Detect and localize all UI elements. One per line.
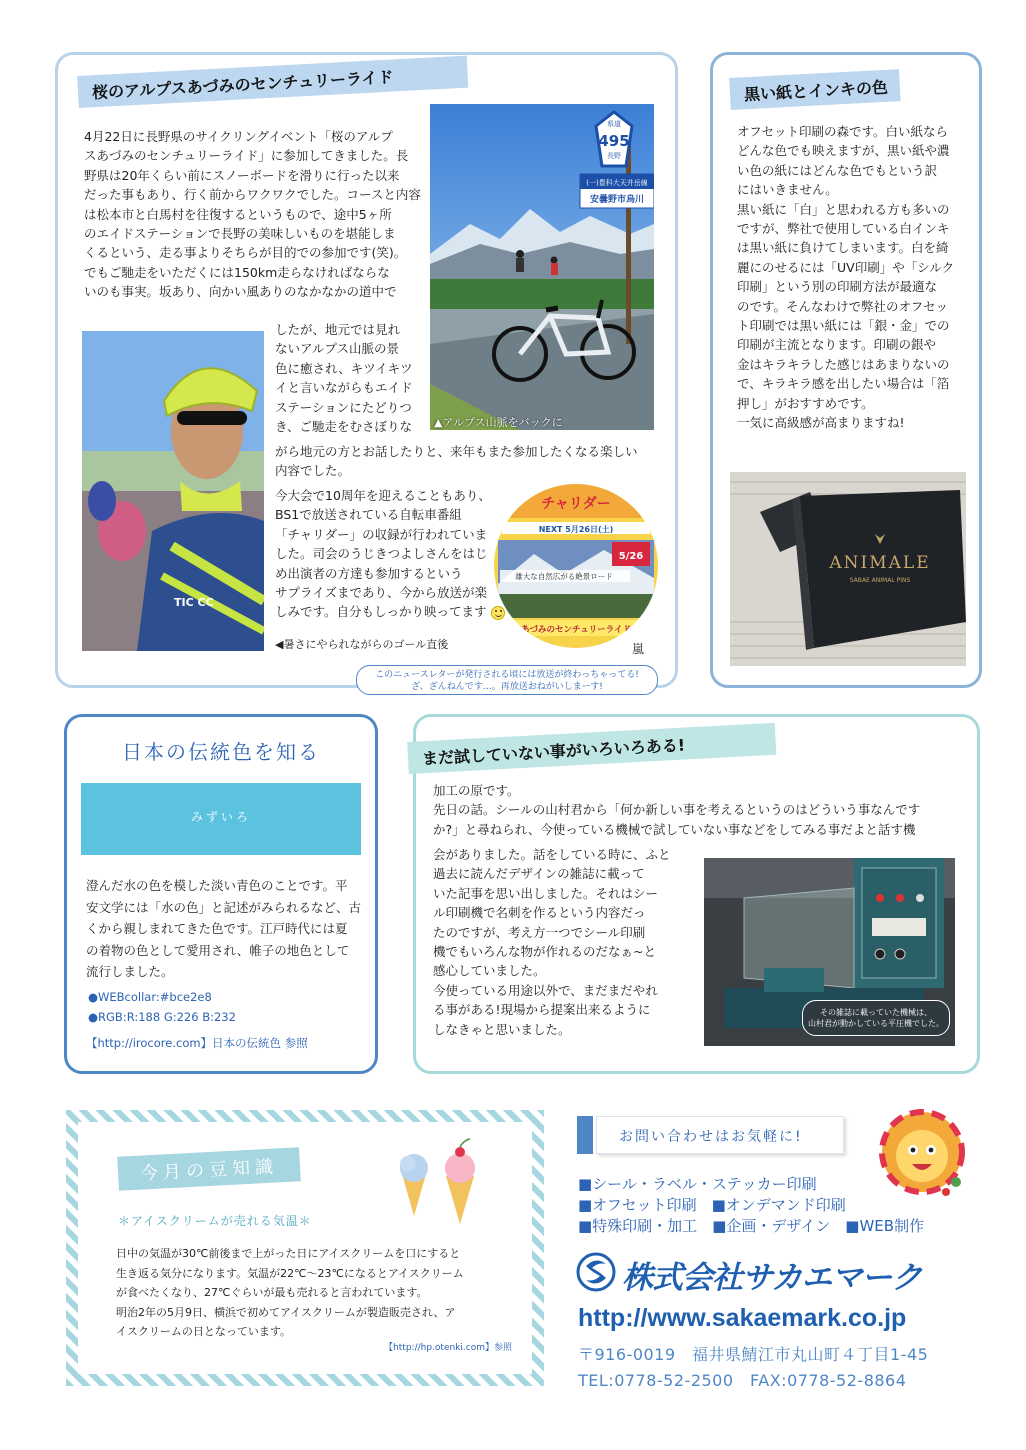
box-brand-text: ANIMALE <box>829 553 931 573</box>
company-logo-icon <box>576 1252 616 1292</box>
smiley-icon <box>491 606 505 620</box>
trivia-box <box>66 1110 544 1386</box>
tv-next: NEXT 5月26日(土) <box>538 525 614 534</box>
tv-date: 5/26 <box>618 551 644 562</box>
alps-road-illustration <box>430 104 654 430</box>
trivia-text: 日中の気温が30℃前後まで上がった日にアイスクリームを口にすると 生き返る気分になります。気温が22℃～23℃になるとアイスクリーム が食べたくなり、27℃ぐらいが最も売れると言われています。 明治2年の5月9日、横浜で初めてアイスクリームが製造販売され、ア イスクリームの日となっています。 <box>116 1247 464 1339</box>
article-cycling-text-wide: がら地元の方とお話したりと、来年もまた参加したくなる楽しい 内容でした。 <box>275 444 638 479</box>
company-address: 〒916-0019 福井県鯖江市丸山町４丁目1-45 <box>578 1345 929 1364</box>
company-phone-fax: TEL:0778-52-2500 FAX:0778-52-8864 <box>578 1371 907 1390</box>
article-cycling-text-top: 4月22日に長野県のサイクリングイベント「桜のアルプ スあづみのセンチュリーライド」に参加してきました。長 野県は20年くらい前にスノーボードを滑りに行った以来 だった事もあり、行く前からワクワクでした。コースと内容 は松本市と白馬村を往復するというもので、途中5ヶ所 のエイドステーションで長野の美味しいものを堪能しま くるという、走る事よりそちらが目的での参加です(笑)。 でもご馳走をいただくには150km走らなければならな いのも事実。坂あり、向かい風ありのなかなかの道中で <box>84 129 421 300</box>
caption-mountain: ▲アルプス山脈をバックに <box>434 416 563 429</box>
sign-board-line1: (一)豊科大天井岳線 <box>586 179 648 187</box>
photo-press-machine <box>704 858 955 1046</box>
tv-subtitle: 雄大な自然広がる絶景ロード <box>515 572 613 581</box>
photo-cyclist <box>82 331 264 651</box>
cyclist-illustration <box>82 331 264 651</box>
services-line-1: ■シール・ラベル・ステッカー印刷 <box>578 1175 817 1193</box>
jersey-text: TIC CC <box>174 596 214 609</box>
company-name: 株式会社サカエマーク <box>622 1260 922 1296</box>
article-traditional-color-text: 澄んだ水の色を模した淡い青色のことです。平 安文学には「水の色」と記述がみられるなど、古 くから親しまれてきた色です。江戸時代には夏 の着物の色として愛用され、帷子の地色として 流行しました。 <box>86 878 362 979</box>
trivia-source: 【http://hp.otenki.com】参照 <box>384 1343 512 1353</box>
contact-marker <box>577 1116 593 1154</box>
color-swatch-name: みずいろ <box>190 810 251 824</box>
services-line-2: ■オフセット印刷 ■オンデマンド印刷 <box>578 1196 846 1214</box>
tv-bottom: あづみのセンチュリーライド <box>521 625 631 635</box>
article-cycling-text-bottom: 今大会で10周年を迎えることもあり、 BS1で放送されている自転車番組 「チャリダー」の収録が行われていま した。司会のうじきつよしさんをはじ め出演者の方達も参加するという サプライズまであり、今から放送が楽 しみです。自分もしっかり映ってます <box>275 486 505 622</box>
speech-bubble-machine: その雑誌に載っていた機械は、 山村君が動かしている平圧機でした。 <box>802 1000 950 1036</box>
contact-banner: お問い合わせはお気軽に! <box>596 1116 844 1154</box>
article-traditional-color-title: 日本の伝統色を知る <box>122 740 320 764</box>
tv-program-illustration <box>494 484 658 648</box>
article-cycling-text-mid: したが、地元では見れ ないアルプス山脈の景 色に癒され、キツイキツ イと言いながらもエイド ステーションにたどりつ き、ご馳走をむさぼりな <box>275 322 413 435</box>
color-rgb-value: ●RGB:R:188 G:226 B:232 <box>88 1010 236 1024</box>
photo-animale-box <box>730 472 966 666</box>
color-source: 【http://irocore.com】日本の伝統色 参照 <box>86 1036 308 1050</box>
company-logo <box>576 1252 976 1294</box>
photo-tv-program <box>494 484 658 648</box>
company-url[interactable]: http://www.sakaemark.co.jp <box>578 1304 907 1332</box>
sign-route-number: 495 <box>598 132 630 150</box>
article-cycling-title: 桜のアルプスあづみのセンチュリーライド <box>77 56 468 108</box>
article-cycling-author: 嵐 <box>632 642 645 656</box>
photo-alps-road <box>430 104 654 430</box>
article-processing-text-full: 加工の原です。 先日の話。シールの山村君から「何か新しい事を考えるというのはどういう事なんです か?」と尋ねられ、今使っている機械で試していない事などをしてみる事だよと話す機 <box>433 783 921 837</box>
article-black-paper-text: オフセット印刷の森です。白い紙なら どんな色でも映えますが、黒い紙や濃 い色の紙にはどんな色でもという訳 にはいきません。 黒い紙に「白」と思われる方も多いの ですが、弊社で使用している白インキ は黒い紙に負けてしまいます。白を綺 麗にのせるには「UV印刷」や「シルク 印刷」という別の印刷方法が最適な のです。そんなわけで弊社のオフセッ ト印刷では黒い紙には「銀・金」での 印刷が主流となります。印刷の銀や 金はキラキラした感じはあまりないの で、キラキラ感を出したい場合は「箔 押し」がおすすめです。 一気に高級感が高まりますね! <box>737 124 955 431</box>
sign-pref-text: 県道 <box>607 120 621 128</box>
sign-board-line2: 安曇野市烏川 <box>589 195 645 205</box>
services-list <box>578 1174 924 1237</box>
speech-bubble-rebroadcast: このニュースレターが発行される頃には放送が終わっちゃってる! ざ、ざんねんです…。再放送おねがいしまーす! <box>356 665 658 695</box>
ice-cream-icon <box>384 1136 494 1226</box>
services-line-3: ■特殊印刷・加工 ■企画・デザイン ■WEB制作 <box>578 1217 925 1235</box>
box-sub-text: SABAE ANIMAL PINS <box>849 577 911 584</box>
tv-title: チャリダー <box>541 496 611 512</box>
trivia-subtitle: ＊アイスクリームが売れる気温＊ <box>118 1214 312 1228</box>
trivia-title: 今月の豆知識 <box>117 1147 301 1190</box>
animale-box-illustration <box>730 472 966 666</box>
sign-place-text: 長野 <box>607 152 621 160</box>
caption-goal: ◀暑さにやられながらのゴール直後 <box>275 638 449 651</box>
article-processing-title: まだ試していない事がいろいろある! <box>407 723 776 774</box>
color-web-value: ●WEBcollar:#bce2e8 <box>88 990 212 1004</box>
article-processing-text-narrow: 会がありました。話をしている時に、ふと 過去に読んだデザインの雑誌に載って いた記事を思い出しました。それはシー ル印刷機で名刺を作るという内容だっ たのですが、考え方一つでシール印刷 機でもいろんな物が作れるのだなぁ~と 感心していました。 今使っている用途以外で、まだまだやれ る事がある!現場から提案出来るように しなきゃと思いました。 <box>433 847 671 1037</box>
article-black-paper-title: 黒い紙とインキの色 <box>729 69 900 110</box>
